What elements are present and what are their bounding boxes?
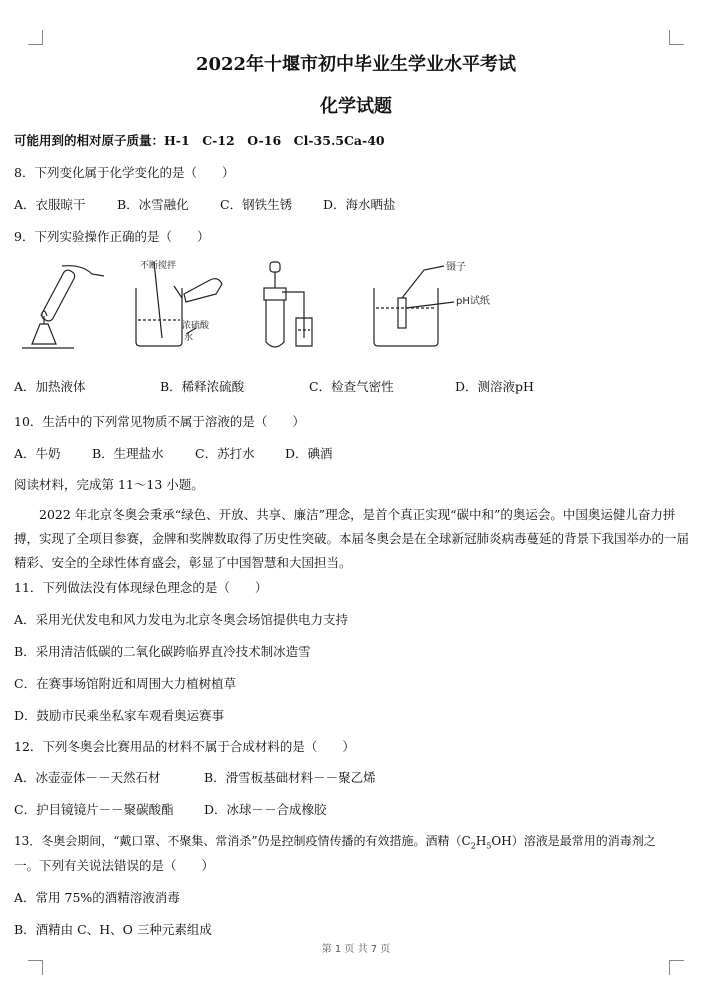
- q12-option-b: B．滑雪板基础材料－－聚乙烯: [204, 770, 376, 785]
- q9-option-c: C．检查气密性: [309, 379, 394, 394]
- q12-option-a: A．冰壶壶体－－天然石材: [14, 770, 161, 785]
- q13-option-a: A．常用 75%的酒精溶液消毒: [14, 890, 180, 905]
- q11-option-d: D．鼓励市民乘坐私家车观看奥运赛事: [14, 708, 225, 723]
- q13-stem: [14, 832, 656, 850]
- lab-operations-figure: [14, 258, 514, 358]
- q9-option-d: D．测溶液pH: [455, 379, 534, 394]
- q12-option-c: C．护目镜镜片－－聚碳酸酯: [14, 802, 174, 817]
- q8-option-d: D．海水晒盐: [323, 197, 396, 212]
- q11-option-b: B．采用清洁低碳的二氧化碳跨临界直冷技术制冰造雪: [14, 644, 311, 659]
- exam-title: 2022年十堰市初中毕业生学业水平考试: [195, 54, 517, 75]
- q12-stem: 12．下列冬奥会比赛用品的材料不属于合成材料的是（ ）: [14, 739, 355, 754]
- q8-option-b: B．冰雪融化: [117, 197, 189, 212]
- q9-stem: 9．下列实验操作正确的是（ ）: [14, 229, 210, 244]
- q9-option-b: B．稀释浓硫酸: [160, 379, 245, 394]
- q10-stem: 10．生活中的下列常见物质不属于溶液的是（ ）: [14, 414, 305, 429]
- q13-formula: $C_2H_5OH$: [461, 834, 512, 851]
- q13-stem-line2: 一。下列有关说法错误的是（ ）: [14, 858, 215, 873]
- q8-option-a: A．衣服晾干: [14, 197, 86, 212]
- crop-mark-top-left: [28, 30, 43, 45]
- water-label: 水: [184, 333, 194, 343]
- page-footer: 第 1 页 共 7 页: [321, 944, 391, 955]
- crop-mark-bottom-right: [669, 960, 684, 975]
- tweezers-label: 镊子: [446, 262, 466, 273]
- q13-stem-part2: ）溶液是最常用的消毒剂之: [511, 834, 656, 848]
- stir-label: 不断搅拌: [140, 261, 177, 271]
- q9-option-a: A．加热液体: [14, 379, 86, 394]
- q10-option-c: C．苏打水: [195, 446, 255, 461]
- ph-paper-label: pH试纸: [456, 296, 490, 307]
- q10-option-a: A．牛奶: [14, 446, 61, 461]
- atomic-masses: 可能用到的相对原子质量：H-1 C-12 O-16 Cl-35.5Ca-40: [14, 133, 385, 148]
- q12-option-d: D．冰球－－合成橡胶: [204, 802, 327, 817]
- reading-paragraph: 2022 年北京冬奥会秉承“绿色、开放、共享、廉洁”理念，是首个真正实现“碳中和”的奥运会。中国奥运健儿奋力拼搏，实现了全项目参赛，金牌和奖牌数取得了历史性突破。本届冬奥会是在全球新冠肺炎病毒蔓延的背景下我国举办的一届精彩、安全的全球性体育盛会，彰显了中国智慧和大国担当。: [14, 507, 690, 570]
- ph-test-illustration: [374, 266, 454, 346]
- acid-label: 浓硫酸: [182, 321, 210, 331]
- subject-title: 化学试题: [320, 96, 392, 117]
- airtightness-illustration: [264, 262, 312, 347]
- q8-option-c: C．钢铁生锈: [220, 197, 293, 212]
- q11-option-a: A．采用光伏发电和风力发电为北京冬奥会场馆提供电力支持: [14, 612, 349, 627]
- q11-option-c: C．在赛事场馆附近和周围大力植树植草: [14, 676, 237, 691]
- heating-liquid-illustration: [22, 266, 104, 348]
- q11-stem: 11．下列做法没有体现绿色理念的是（ ）: [14, 580, 268, 595]
- q10-option-d: D．碘酒: [285, 446, 333, 461]
- reading-intro: 阅读材料，完成第 11～13 小题。: [14, 477, 204, 492]
- q10-option-b: B．生理盐水: [92, 446, 164, 461]
- q8-stem: 8．下列变化属于化学变化的是（ ）: [14, 165, 235, 180]
- crop-mark-bottom-left: [28, 960, 43, 975]
- q13-stem-part1: 13．冬奥会期间，“戴口罩、不聚集、常消杀”仍是控制疫情传播的有效措施。酒精（: [14, 834, 462, 848]
- q13-option-b: B．酒精由 C、H、O 三种元素组成: [14, 922, 212, 937]
- crop-mark-top-right: [669, 30, 684, 45]
- dilute-acid-illustration: [136, 262, 222, 346]
